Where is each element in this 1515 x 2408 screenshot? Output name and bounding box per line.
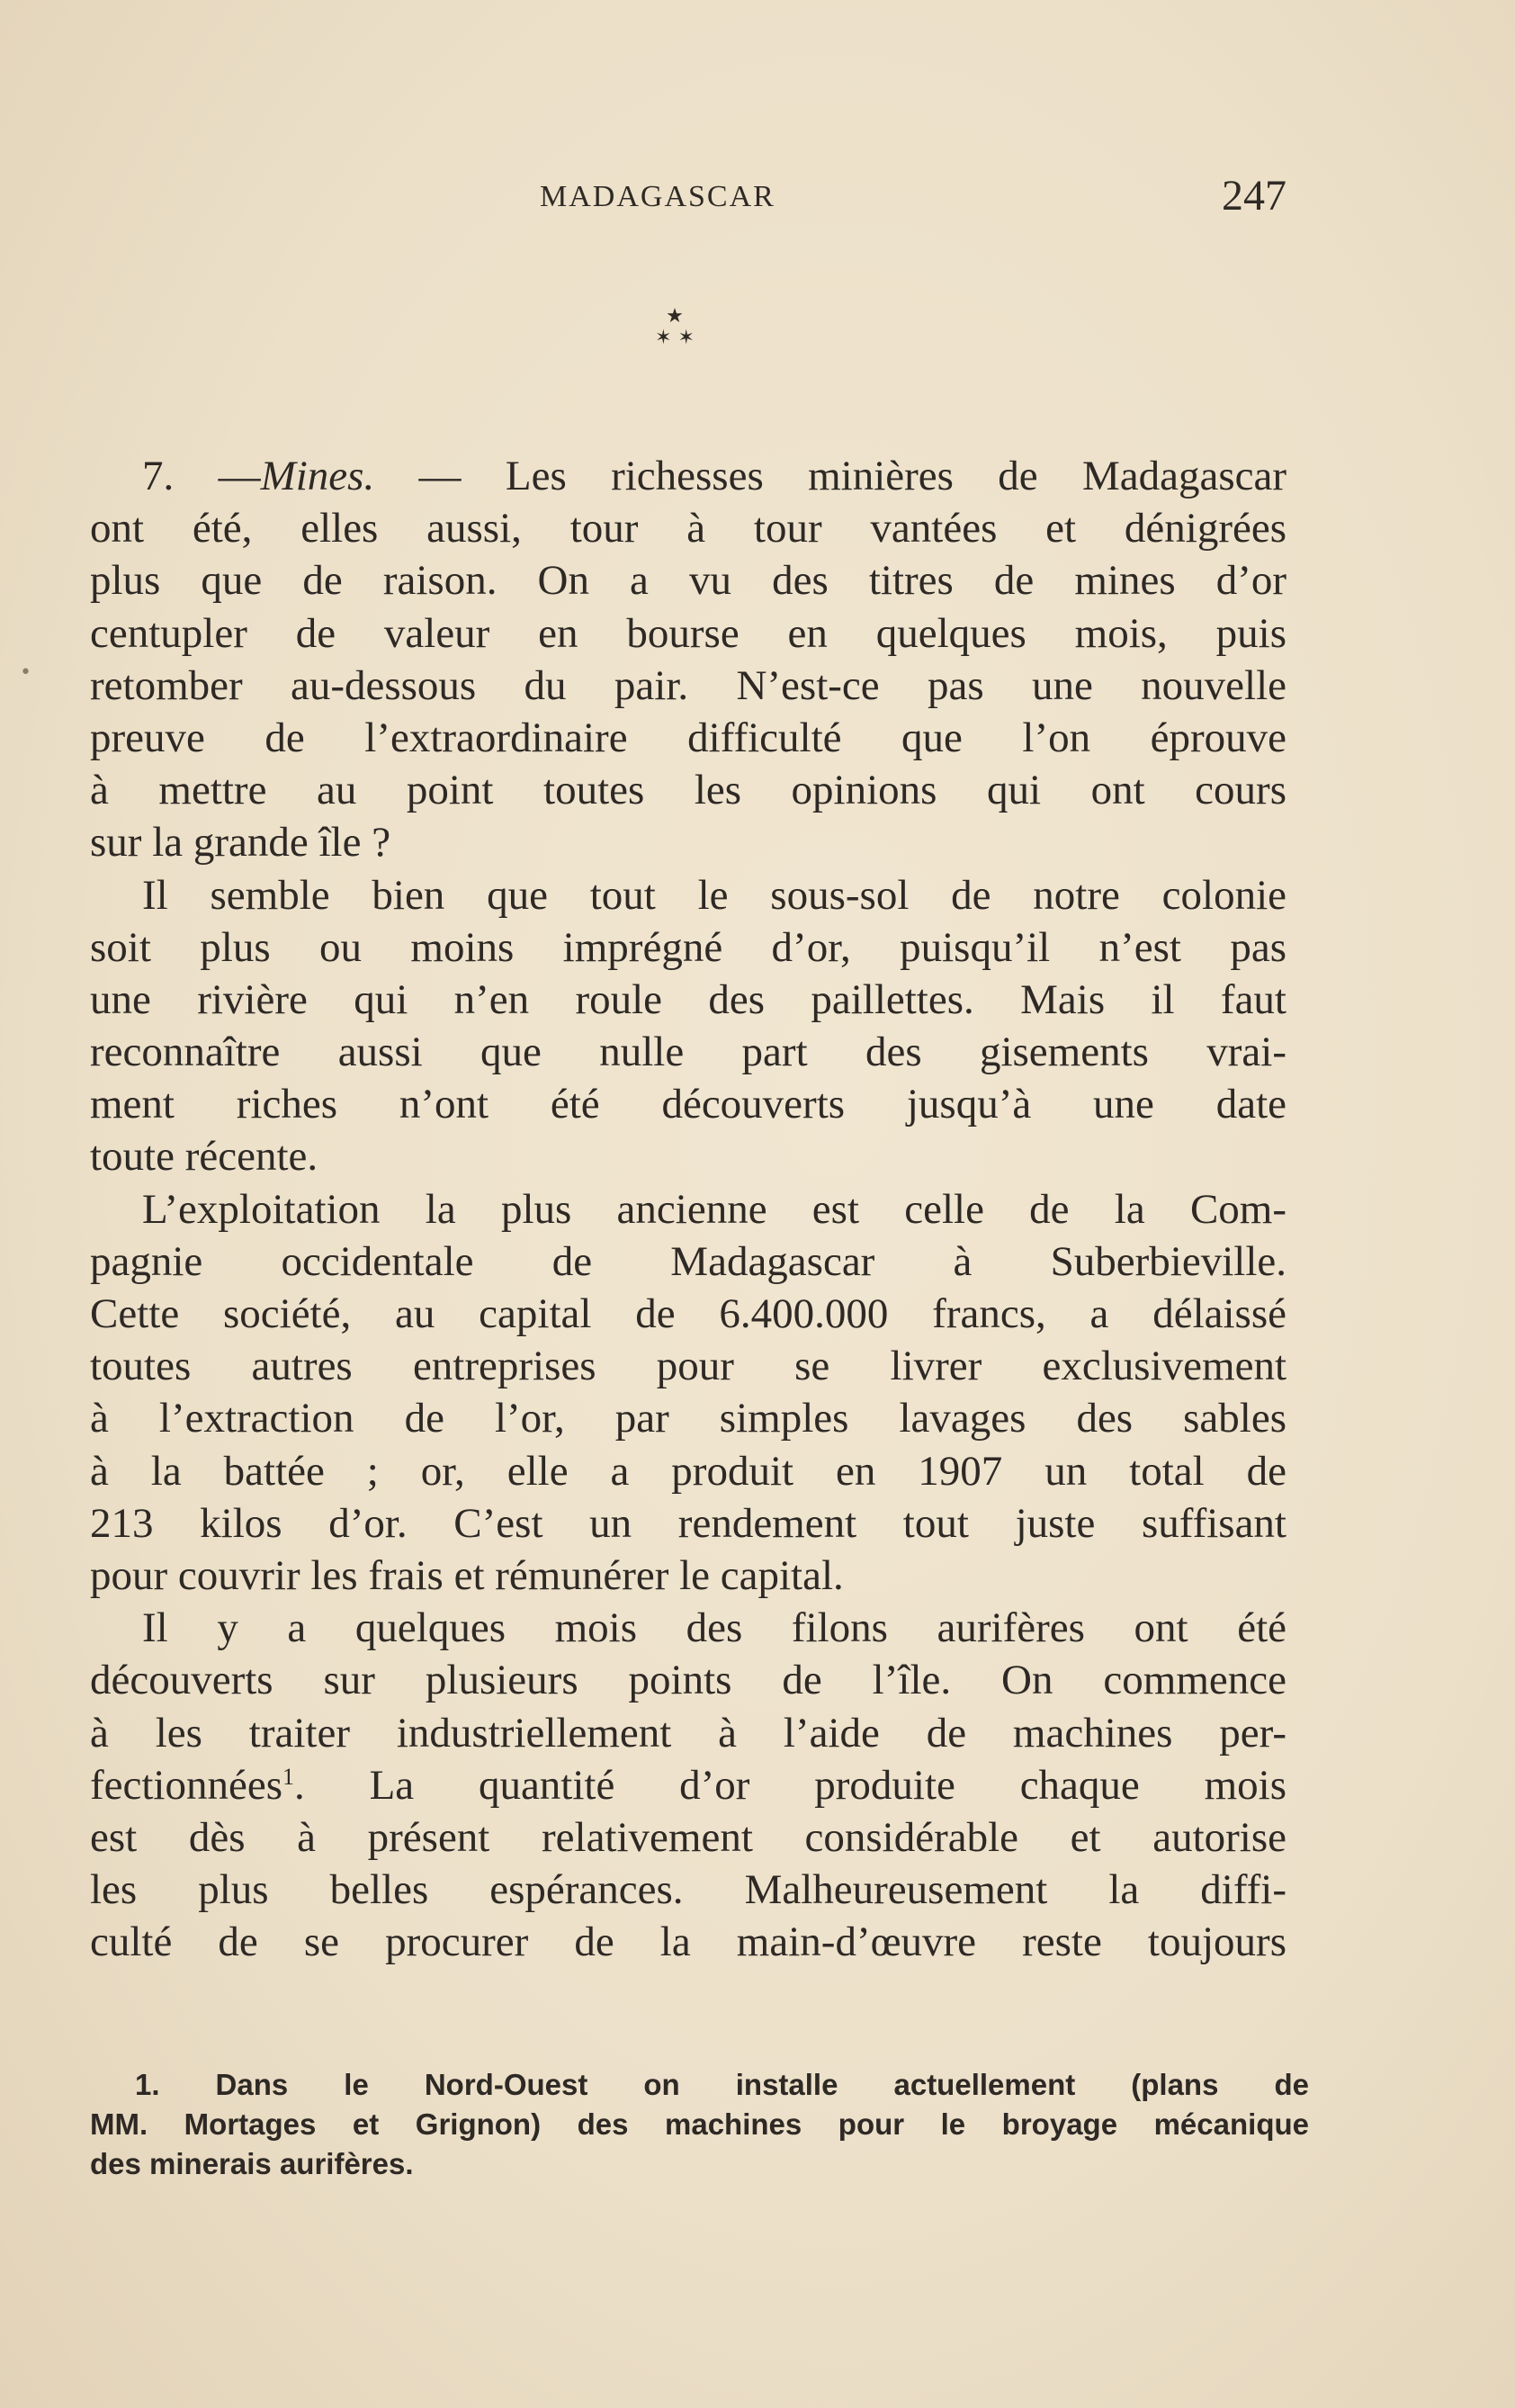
asterism-bottom-stars: ✶ ✶ bbox=[655, 327, 695, 349]
text-line: centupler de valeur en bourse en quelques mois, puis bbox=[90, 609, 1286, 657]
footnote-line: des minerais aurifères. bbox=[90, 2147, 414, 2180]
text-line: une rivière qui n’en roule des paillettes. Mais il faut bbox=[90, 975, 1286, 1023]
text-line: retomber au-dessous du pair. N’est-ce pas une nouvelle bbox=[90, 661, 1286, 709]
text-line: preuve de l’extraordinaire difficulté que l’on éprouve bbox=[90, 714, 1286, 761]
text-line-content: . La quantité d’or produite chaque mois bbox=[294, 1761, 1286, 1809]
text-line: à mettre au point toutes les opinions qui ont cours bbox=[90, 767, 1286, 814]
text-line: pagnie occidentale de Madagascar à Suberbieville. bbox=[90, 1237, 1286, 1285]
body-text bbox=[90, 450, 1286, 1968]
footnote-line: MM. Mortages et Grignon) des machines pour le broyage mécanique bbox=[90, 2107, 1309, 2141]
text-line: sur la grande île ? bbox=[90, 819, 391, 867]
footnotes bbox=[90, 2065, 1309, 2184]
footnote-reference[interactable]: 1 bbox=[282, 1763, 295, 1790]
text-line: Il y a quelques mois des filons aurifères ont été bbox=[142, 1604, 1286, 1652]
text-line: 213 kilos d’or. C’est un rendement tout juste suffisant bbox=[90, 1499, 1286, 1547]
running-title: MADAGASCAR bbox=[540, 180, 775, 213]
text-line: ont été, elles aussi, tour à tour vantées et dénigrées bbox=[90, 505, 1286, 553]
text-line: découverts sur plusieurs points de l’île. On commence bbox=[90, 1657, 1286, 1704]
text-line: culté de se procurer de la main-d’œuvre reste toujours bbox=[90, 1918, 1286, 1966]
text-line-content: fectionnées bbox=[90, 1761, 283, 1809]
text-line: L’exploitation la plus ancienne est celle de la Com- bbox=[142, 1185, 1286, 1233]
text-line: est dès à présent relativement considérable et autorise bbox=[90, 1813, 1286, 1861]
section-number: 7. — bbox=[142, 453, 261, 499]
text-line: à la battée ; or, elle a produit en 1907 un total de bbox=[90, 1447, 1286, 1495]
section-title: Mines. bbox=[260, 453, 375, 499]
text-line: à les traiter industriellement à l’aide de machines per- bbox=[90, 1709, 1286, 1757]
text-line: Cette société, au capital de 6.400.000 francs, a délaissé bbox=[90, 1290, 1286, 1337]
page-number: 247 bbox=[1222, 172, 1286, 220]
text-line: ment riches n’ont été découverts jusqu’à une date bbox=[90, 1081, 1286, 1128]
footnote-line: 1. Dans le Nord-Ouest on installe actuellement (plans de bbox=[135, 2068, 1309, 2101]
text-line: reconnaître aussi que nulle part des gisements vrai- bbox=[90, 1029, 1286, 1076]
text-line: les plus belles espérances. Malheureusement la diffi- bbox=[90, 1866, 1286, 1914]
text-line-content: — Les richesses minières de Madagascar bbox=[374, 453, 1287, 499]
text-line: Il semble bien que tout le sous-sol de notre colonie bbox=[142, 871, 1286, 919]
text-line bbox=[90, 450, 1286, 502]
text-line: plus que de raison. On a vu des titres de mines d’or bbox=[90, 557, 1286, 605]
text-line: pour couvrir les frais et rémunérer le capital. bbox=[90, 1551, 844, 1599]
text-line: toute récente. bbox=[90, 1133, 318, 1181]
running-head bbox=[90, 171, 1286, 225]
text-line bbox=[90, 1759, 1286, 1811]
text-line: toutes autres entreprises pour se livrer exclusivement bbox=[90, 1343, 1286, 1390]
asterism-top-star: ★ bbox=[666, 305, 684, 328]
text-line: soit plus ou moins imprégné d’or, puisqu’il n’est pas bbox=[90, 923, 1286, 971]
asterism-ornament bbox=[630, 306, 720, 349]
margin-speck: • bbox=[20, 661, 31, 684]
text-line: à l’extraction de l’or, par simples lavages des sables bbox=[90, 1395, 1286, 1442]
